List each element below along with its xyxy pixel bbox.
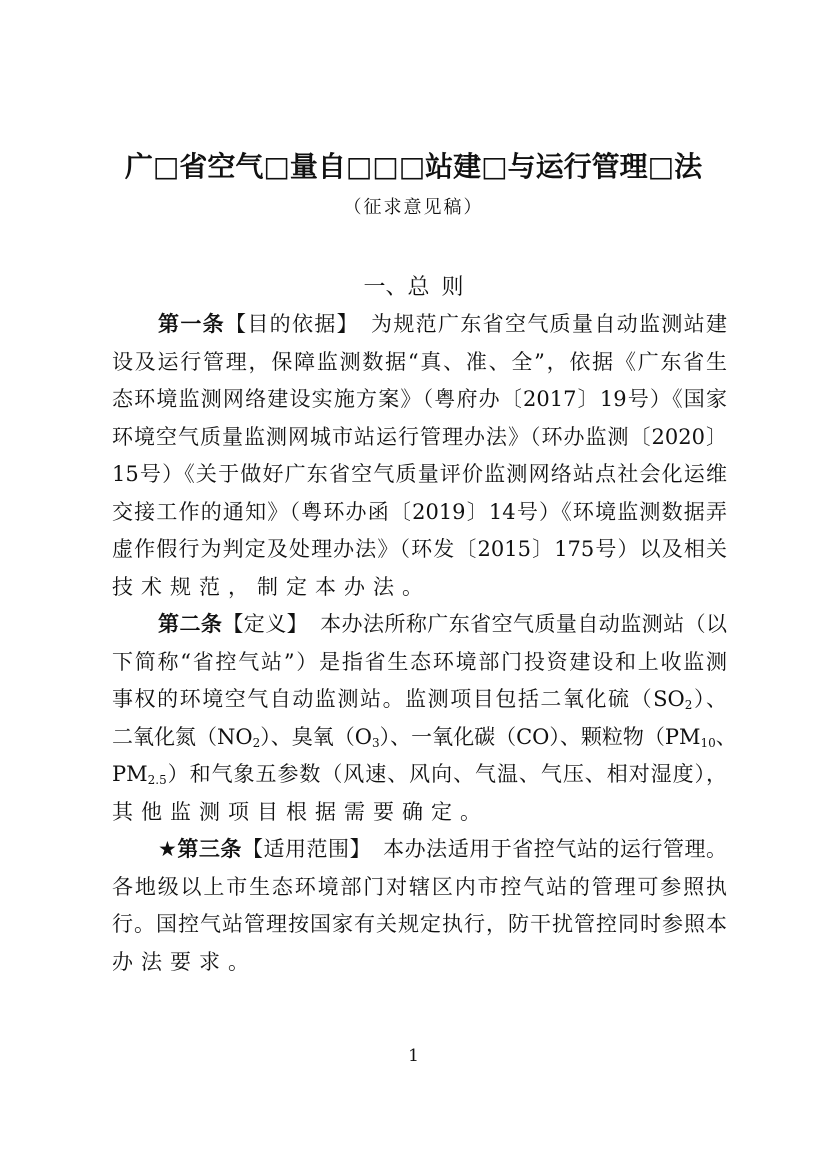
subscript: 10 <box>700 735 716 750</box>
text-segment: 设及运行管理，保障监测数据“真、准、全”，依据《广东省生 <box>112 349 727 374</box>
text-segment: 各地级以上市生态环境部门对辖区内市控气站的管理可参照执 <box>112 874 727 899</box>
text-segment: 二氧化氮（NO <box>112 724 253 749</box>
text-segment: 态环境监测网络建设实施方案》（粤府办〔2017〕19号）《国家 <box>112 387 727 411</box>
text-segment: 为规范广东省空气质量自动监测站建 <box>371 312 727 336</box>
paragraph-line <box>112 531 727 569</box>
paragraph-line <box>112 381 727 419</box>
paragraph-line <box>112 869 727 907</box>
text-segment: 本办法所称广东省空气质量自动监测站（以 <box>320 612 728 636</box>
text-segment: 、 <box>715 724 737 749</box>
paragraph-line <box>112 756 727 794</box>
article-number: ★第三条 <box>158 837 242 861</box>
paragraph-line <box>112 456 727 494</box>
section-heading-number: 一、总 <box>363 275 430 300</box>
text-segment: 办法要求。 <box>112 949 257 974</box>
text-segment: 技术规范，制定本办法。 <box>112 574 431 599</box>
document-body <box>112 306 737 981</box>
text-segment: 事权的环境空气自动监测站。监测项目包括二氧化硫（SO <box>112 687 685 711</box>
article-number: 第一条 <box>158 312 225 336</box>
paragraph-line <box>112 569 727 607</box>
article-topic: 【目的依据】 <box>225 312 359 336</box>
text-segment: ）、臭氧（O <box>260 724 372 749</box>
section-heading <box>0 270 827 301</box>
paragraph-line <box>112 906 727 944</box>
paragraph-line <box>112 344 727 382</box>
text-segment: 环境空气质量监测网城市站运行管理办法》（环办监测〔2020〕 <box>112 424 727 449</box>
paragraph-line <box>112 419 727 457</box>
subscript: 2 <box>252 735 261 750</box>
text-segment: 行。国控气站管理按国家有关规定执行，防干扰管控同时参照本 <box>112 912 727 936</box>
paragraph-line <box>112 681 727 719</box>
article-number: 第二条 <box>158 612 223 636</box>
text-segment: ）、 <box>692 687 728 711</box>
text-segment: ）、一氧化碳（CO）、颗粒物（PM <box>379 724 701 749</box>
article-topic: 【定义】 <box>222 612 309 636</box>
subscript: 2.5 <box>147 773 167 787</box>
subscript: 3 <box>371 735 380 750</box>
paragraph-line <box>112 494 727 532</box>
paragraph-line <box>112 719 737 757</box>
article-3 <box>112 831 727 981</box>
document-title: 广□省空气□量自□□□站建□与运行管理□法 <box>124 150 703 183</box>
text-segment: 15号）《关于做好广东省空气质量评价监测网络站点社会化运维 <box>112 462 727 486</box>
paragraph-line <box>112 606 727 644</box>
article-topic: 【适用范围】 <box>241 837 372 861</box>
paragraph-line <box>112 831 727 869</box>
article-2 <box>112 606 737 831</box>
page-number: 1 <box>408 1046 419 1066</box>
paragraph-line <box>112 306 727 344</box>
text-segment: 下简称“省控气站”）是指省生态环境部门投资建设和上收监测 <box>112 649 727 674</box>
section-heading-word: 则 <box>441 275 464 300</box>
text-segment: 本办法适用于省控气站的运行管理。 <box>383 837 728 861</box>
text-segment: 交接工作的通知》（粤环办函〔2019〕14号）《环境监测数据弄 <box>112 499 727 524</box>
document-subtitle: （征求意见稿） <box>343 197 484 218</box>
text-segment: ）和气象五参数（风速、风向、气温、气压、相对湿度）， <box>166 762 727 786</box>
paragraph-line <box>112 794 727 832</box>
text-segment: 其他监测项目根据需要确定。 <box>112 799 489 824</box>
paragraph-line <box>112 644 727 682</box>
paragraph-line <box>112 944 727 982</box>
subscript: 2 <box>684 698 693 712</box>
article-1 <box>112 306 727 606</box>
text-segment: PM <box>112 762 148 786</box>
text-segment: 虚作假行为判定及处理办法》（环发〔2015〕175号）以及相关 <box>112 537 727 561</box>
